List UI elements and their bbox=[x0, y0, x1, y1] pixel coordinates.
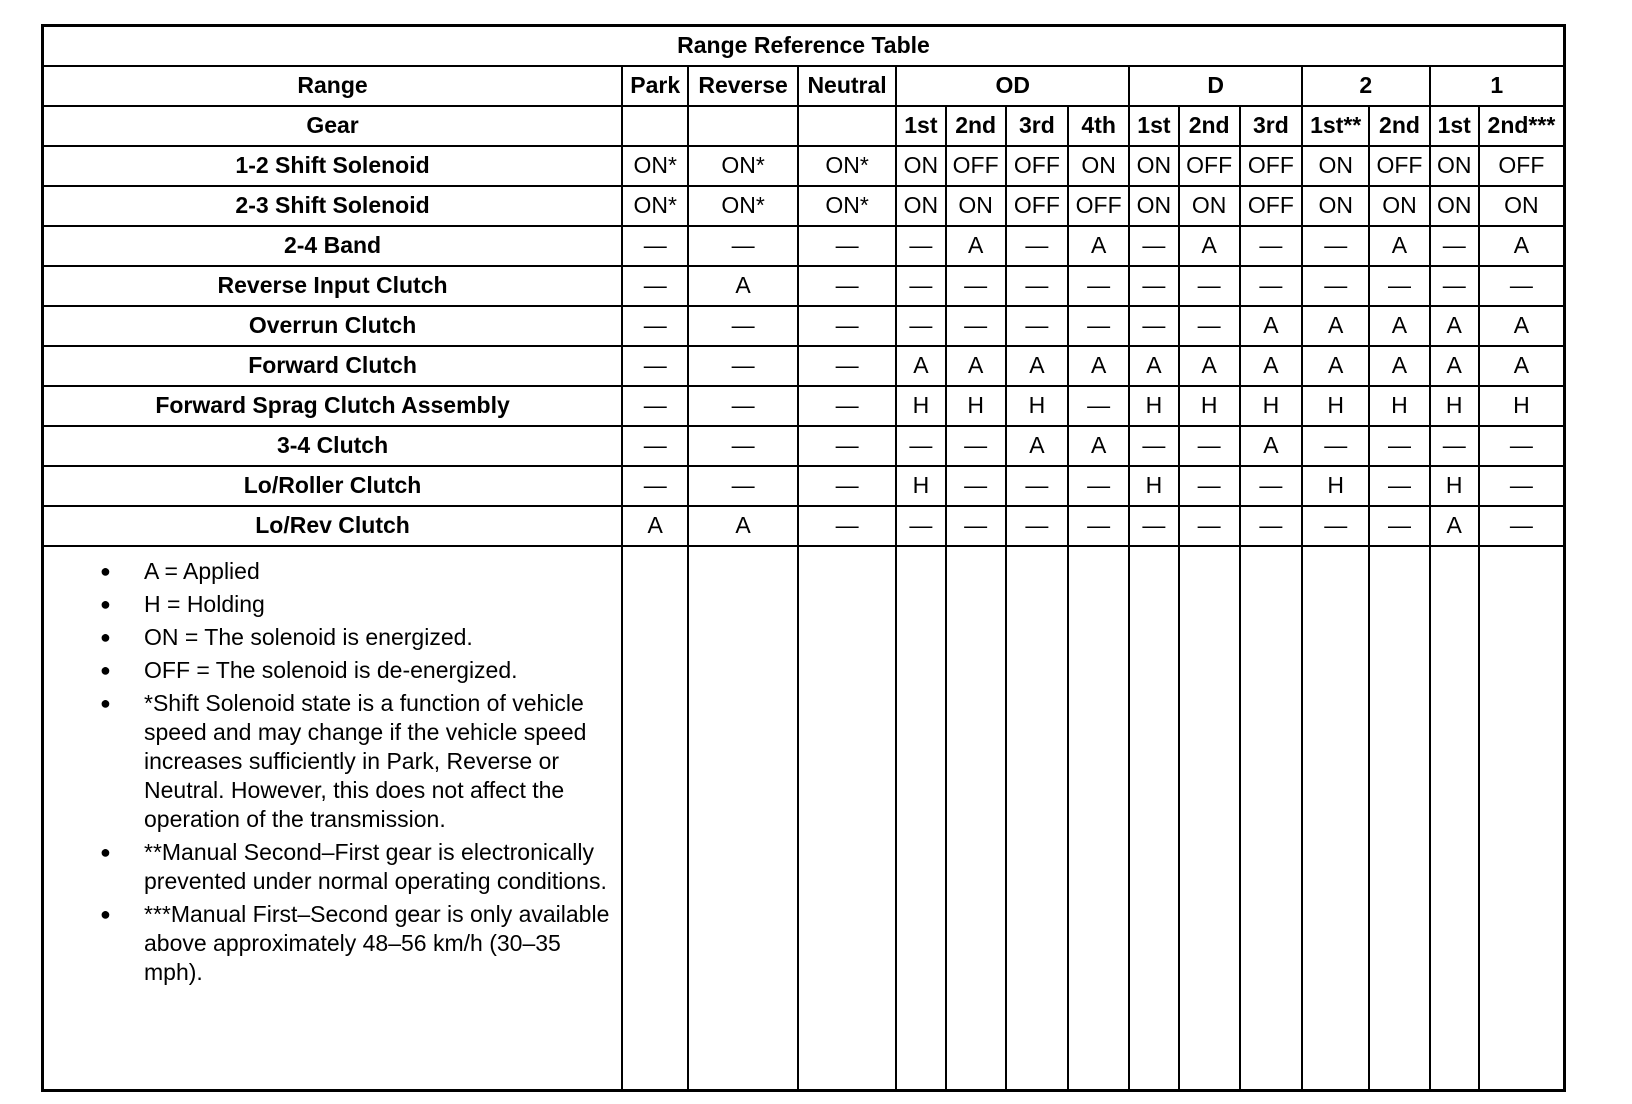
table-cell: — bbox=[1369, 266, 1429, 306]
table-cell: ON bbox=[896, 186, 945, 226]
gear-header-cell bbox=[798, 106, 896, 146]
table-cell: A bbox=[1179, 226, 1240, 266]
table-cell: H bbox=[1302, 466, 1369, 506]
table-cell: OFF bbox=[1068, 186, 1129, 226]
table-cell: — bbox=[1302, 266, 1369, 306]
row-label: 1-2 Shift Solenoid bbox=[43, 146, 623, 186]
empty-cell bbox=[1006, 546, 1068, 1091]
table-cell: H bbox=[1129, 466, 1178, 506]
notes-row bbox=[43, 546, 1565, 1091]
gear-header-cell: 1st bbox=[896, 106, 945, 146]
range-header-cell: Neutral bbox=[798, 66, 896, 106]
table-cell: ON* bbox=[798, 146, 896, 186]
table-cell: — bbox=[1179, 466, 1240, 506]
table-cell: OFF bbox=[1240, 186, 1302, 226]
table-cell: H bbox=[1479, 386, 1565, 426]
table-cell: — bbox=[1479, 466, 1565, 506]
table-cell: A bbox=[1369, 306, 1429, 346]
note-text: **Manual Second–First gear is electronically prevented under normal operating conditions. bbox=[144, 838, 607, 894]
table-cell: — bbox=[622, 346, 688, 386]
note-text: OFF = The solenoid is de-energized. bbox=[144, 656, 518, 683]
table-cell: — bbox=[1240, 226, 1302, 266]
table-cell: A bbox=[1430, 506, 1479, 546]
table-cell: A bbox=[1302, 306, 1369, 346]
table-cell: A bbox=[1302, 346, 1369, 386]
table-cell: — bbox=[1006, 266, 1068, 306]
gear-header-row bbox=[43, 106, 1565, 146]
table-cell: A bbox=[1430, 306, 1479, 346]
note-text: ***Manual First–Second gear is only available above approximately 48–56 km/h (30–35 mph). bbox=[144, 900, 610, 985]
table-cell: ON bbox=[1369, 186, 1429, 226]
table-cell: OFF bbox=[1479, 146, 1565, 186]
empty-cell bbox=[1430, 546, 1479, 1091]
range-reference-table bbox=[41, 24, 1566, 1092]
range-header-cell: Park bbox=[622, 66, 688, 106]
list-item bbox=[89, 590, 611, 619]
table-cell: ON bbox=[946, 186, 1006, 226]
empty-cell bbox=[1479, 546, 1565, 1091]
table-cell: — bbox=[1129, 226, 1178, 266]
table-cell: — bbox=[798, 346, 896, 386]
table-cell: — bbox=[1006, 306, 1068, 346]
table-cell: ON bbox=[1179, 186, 1240, 226]
table-cell: H bbox=[1430, 466, 1479, 506]
gear-header-cell: 4th bbox=[1068, 106, 1129, 146]
empty-cell bbox=[1179, 546, 1240, 1091]
table-cell: A bbox=[1240, 306, 1302, 346]
row-label: 2-4 Band bbox=[43, 226, 623, 266]
notes-cell bbox=[43, 546, 623, 1091]
table-cell: — bbox=[1179, 506, 1240, 546]
table-cell: — bbox=[798, 466, 896, 506]
range-header-cell: 2 bbox=[1302, 66, 1430, 106]
row-label: Forward Clutch bbox=[43, 346, 623, 386]
table-cell: — bbox=[798, 266, 896, 306]
table-cell: H bbox=[1430, 386, 1479, 426]
table-cell: — bbox=[1479, 426, 1565, 466]
row-label: Lo/Roller Clutch bbox=[43, 466, 623, 506]
table-cell: — bbox=[622, 306, 688, 346]
table-cell: A bbox=[1068, 346, 1129, 386]
table-cell: — bbox=[1369, 466, 1429, 506]
table-cell: — bbox=[798, 426, 896, 466]
table-cell: A bbox=[1068, 426, 1129, 466]
table-cell: OFF bbox=[946, 146, 1006, 186]
empty-cell bbox=[946, 546, 1006, 1091]
table-cell: — bbox=[1369, 506, 1429, 546]
gear-header-cell: 1st** bbox=[1302, 106, 1369, 146]
table-cell: ON bbox=[1302, 146, 1369, 186]
table-cell: — bbox=[1179, 426, 1240, 466]
gear-header-cell: 2nd*** bbox=[1479, 106, 1565, 146]
table-cell: A bbox=[1369, 346, 1429, 386]
row-label: Lo/Rev Clutch bbox=[43, 506, 623, 546]
table-cell: — bbox=[1006, 506, 1068, 546]
table-cell: — bbox=[798, 306, 896, 346]
title-row bbox=[43, 26, 1565, 66]
table-cell: ON bbox=[1068, 146, 1129, 186]
empty-cell bbox=[688, 546, 797, 1091]
range-header-cell: 1 bbox=[1430, 66, 1565, 106]
table-cell: — bbox=[1129, 426, 1178, 466]
table-cell: — bbox=[798, 226, 896, 266]
table-cell: — bbox=[1430, 266, 1479, 306]
note-text: ON = The solenoid is energized. bbox=[144, 623, 473, 650]
range-label: Range bbox=[43, 66, 623, 106]
table-cell: A bbox=[688, 506, 797, 546]
table-cell: H bbox=[1179, 386, 1240, 426]
table-row bbox=[43, 386, 1565, 426]
table-row bbox=[43, 466, 1565, 506]
table-cell: — bbox=[622, 266, 688, 306]
table-cell: — bbox=[946, 306, 1006, 346]
table-cell: OFF bbox=[1006, 186, 1068, 226]
gear-label: Gear bbox=[43, 106, 623, 146]
list-item bbox=[89, 557, 611, 586]
table-cell: — bbox=[1479, 266, 1565, 306]
table-row bbox=[43, 346, 1565, 386]
table-cell: — bbox=[1068, 466, 1129, 506]
gear-header-cell: 2nd bbox=[946, 106, 1006, 146]
gear-header-cell: 1st bbox=[1430, 106, 1479, 146]
table-cell: — bbox=[1129, 306, 1178, 346]
table-cell: ON* bbox=[688, 146, 797, 186]
table-cell: H bbox=[1129, 386, 1178, 426]
empty-cell bbox=[1240, 546, 1302, 1091]
table-cell: A bbox=[1006, 346, 1068, 386]
table-cell: — bbox=[688, 466, 797, 506]
table-cell: — bbox=[896, 266, 945, 306]
table-cell: — bbox=[622, 386, 688, 426]
range-header-cell: Reverse bbox=[688, 66, 797, 106]
table-cell: A bbox=[946, 346, 1006, 386]
range-header-cell: D bbox=[1129, 66, 1302, 106]
gear-header-cell: 2nd bbox=[1179, 106, 1240, 146]
bullet-icon: ● bbox=[100, 692, 111, 713]
table-cell: — bbox=[896, 306, 945, 346]
table-cell: A bbox=[1479, 306, 1565, 346]
list-item bbox=[89, 900, 611, 987]
table-cell: A bbox=[1240, 426, 1302, 466]
table-cell: ON* bbox=[798, 186, 896, 226]
table-cell: OFF bbox=[1369, 146, 1429, 186]
bullet-icon: ● bbox=[100, 841, 111, 862]
bullet-icon: ● bbox=[100, 903, 111, 924]
table-row bbox=[43, 146, 1565, 186]
table-cell: H bbox=[896, 386, 945, 426]
table-cell: ON bbox=[1129, 146, 1178, 186]
table-row bbox=[43, 426, 1565, 466]
bullet-icon: ● bbox=[100, 659, 111, 680]
table-cell: — bbox=[798, 506, 896, 546]
table-cell: ON* bbox=[622, 146, 688, 186]
table-cell: ON* bbox=[688, 186, 797, 226]
table-cell: — bbox=[1302, 226, 1369, 266]
table-cell: — bbox=[946, 426, 1006, 466]
range-reference-document bbox=[41, 24, 1566, 1092]
table-cell: — bbox=[622, 426, 688, 466]
table-cell: OFF bbox=[1006, 146, 1068, 186]
bullet-icon: ● bbox=[100, 560, 111, 581]
list-item bbox=[89, 689, 611, 834]
table-cell: — bbox=[1430, 226, 1479, 266]
table-cell: — bbox=[1302, 426, 1369, 466]
gear-header-cell: 1st bbox=[1129, 106, 1178, 146]
note-text: H = Holding bbox=[144, 590, 265, 617]
table-cell: — bbox=[798, 386, 896, 426]
table-cell: A bbox=[1240, 346, 1302, 386]
table-cell: ON bbox=[1302, 186, 1369, 226]
table-cell: ON bbox=[896, 146, 945, 186]
table-cell: — bbox=[1068, 506, 1129, 546]
gear-header-cell: 2nd bbox=[1369, 106, 1429, 146]
table-cell: — bbox=[1006, 226, 1068, 266]
table-cell: — bbox=[1302, 506, 1369, 546]
table-cell: H bbox=[1369, 386, 1429, 426]
gear-header-cell bbox=[688, 106, 797, 146]
table-cell: H bbox=[1240, 386, 1302, 426]
empty-cell bbox=[622, 546, 688, 1091]
table-cell: ON* bbox=[622, 186, 688, 226]
table-cell: ON bbox=[1129, 186, 1178, 226]
note-text: A = Applied bbox=[144, 557, 260, 584]
table-cell: — bbox=[1068, 306, 1129, 346]
table-cell: H bbox=[896, 466, 945, 506]
table-cell: — bbox=[1240, 466, 1302, 506]
table-cell: — bbox=[1479, 506, 1565, 546]
table-cell: — bbox=[1240, 506, 1302, 546]
list-item bbox=[89, 623, 611, 652]
table-cell: — bbox=[688, 306, 797, 346]
empty-cell bbox=[1068, 546, 1129, 1091]
table-cell: A bbox=[622, 506, 688, 546]
table-cell: OFF bbox=[1179, 146, 1240, 186]
table-cell: — bbox=[1006, 466, 1068, 506]
list-item bbox=[89, 656, 611, 685]
table-cell: — bbox=[1240, 266, 1302, 306]
table-cell: — bbox=[1179, 306, 1240, 346]
table-cell: A bbox=[688, 266, 797, 306]
row-label: 2-3 Shift Solenoid bbox=[43, 186, 623, 226]
table-cell: H bbox=[1302, 386, 1369, 426]
table-cell: — bbox=[688, 426, 797, 466]
table-cell: A bbox=[1129, 346, 1178, 386]
table-cell: — bbox=[896, 506, 945, 546]
table-cell: A bbox=[1479, 226, 1565, 266]
list-item bbox=[89, 838, 611, 896]
table-cell: ON bbox=[1430, 146, 1479, 186]
table-cell: — bbox=[946, 266, 1006, 306]
table-cell: — bbox=[1369, 426, 1429, 466]
table-cell: — bbox=[1179, 266, 1240, 306]
table-cell: — bbox=[1129, 506, 1178, 546]
table-row bbox=[43, 226, 1565, 266]
table-cell: ON bbox=[1479, 186, 1565, 226]
row-label: Forward Sprag Clutch Assembly bbox=[43, 386, 623, 426]
table-cell: H bbox=[946, 386, 1006, 426]
table-cell: — bbox=[622, 466, 688, 506]
table-cell: A bbox=[1369, 226, 1429, 266]
table-cell: — bbox=[946, 466, 1006, 506]
empty-cell bbox=[1369, 546, 1429, 1091]
table-cell: — bbox=[1430, 426, 1479, 466]
note-text: *Shift Solenoid state is a function of vehicle speed and may change if the vehicle speed increases sufficiently in Park, Reverse or Neutral. However, this does not affect the operation of the transmission. bbox=[144, 689, 587, 832]
table-cell: — bbox=[688, 226, 797, 266]
empty-cell bbox=[896, 546, 945, 1091]
table-cell: — bbox=[896, 426, 945, 466]
table-cell: A bbox=[1068, 226, 1129, 266]
row-label: 3-4 Clutch bbox=[43, 426, 623, 466]
table-cell: — bbox=[1068, 266, 1129, 306]
bullet-icon: ● bbox=[100, 626, 111, 647]
table-cell: A bbox=[1430, 346, 1479, 386]
table-cell: — bbox=[688, 346, 797, 386]
range-header-cell: OD bbox=[896, 66, 1129, 106]
table-cell: A bbox=[1006, 426, 1068, 466]
notes-list bbox=[89, 557, 611, 987]
table-cell: — bbox=[1068, 386, 1129, 426]
empty-cell bbox=[1129, 546, 1178, 1091]
table-cell: H bbox=[1006, 386, 1068, 426]
table-row bbox=[43, 186, 1565, 226]
table-cell: — bbox=[946, 506, 1006, 546]
bullet-icon: ● bbox=[100, 593, 111, 614]
table-row bbox=[43, 506, 1565, 546]
empty-cell bbox=[1302, 546, 1369, 1091]
table-cell: A bbox=[1179, 346, 1240, 386]
gear-header-cell: 3rd bbox=[1006, 106, 1068, 146]
row-label: Reverse Input Clutch bbox=[43, 266, 623, 306]
table-row bbox=[43, 266, 1565, 306]
table-cell: — bbox=[896, 226, 945, 266]
range-header-row bbox=[43, 66, 1565, 106]
table-cell: OFF bbox=[1240, 146, 1302, 186]
table-title: Range Reference Table bbox=[43, 26, 1565, 66]
empty-cell bbox=[798, 546, 896, 1091]
table-cell: A bbox=[946, 226, 1006, 266]
table-cell: ON bbox=[1430, 186, 1479, 226]
table-cell: A bbox=[1479, 346, 1565, 386]
gear-header-cell: 3rd bbox=[1240, 106, 1302, 146]
table-cell: — bbox=[688, 386, 797, 426]
table-row bbox=[43, 306, 1565, 346]
row-label: Overrun Clutch bbox=[43, 306, 623, 346]
table-cell: — bbox=[1129, 266, 1178, 306]
table-cell: — bbox=[622, 226, 688, 266]
gear-header-cell bbox=[622, 106, 688, 146]
table-cell: A bbox=[896, 346, 945, 386]
